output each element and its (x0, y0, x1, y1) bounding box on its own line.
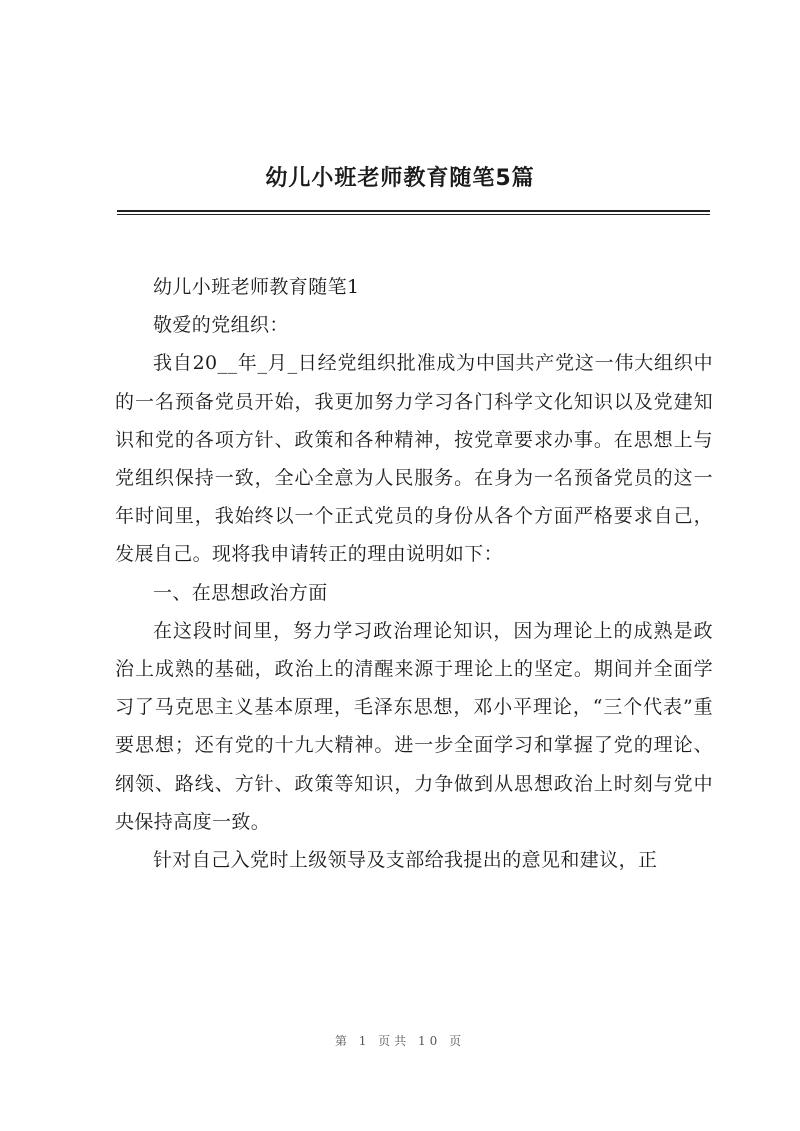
document-body (115, 268, 713, 879)
salutation: 敬爱的党组织： (153, 314, 289, 337)
paragraph: 我自20__年_月_日经党组织批准成为中国共产党这一伟大组织中的一名预备党员开始，我更加努力学习各门科学文化知识以及党建知识和党的各项方针、政策和各种精神，按党章要求办事。在思想上与党组织保持一致，全心全意为人民服务。在身为一名预备党员的这一年时间里，我始终以一个正式党员的身份从各个方面严格要求自己，发展自己。现将我申请转正的理由说明如下： (115, 352, 713, 566)
section-heading: 幼儿小班老师教育随笔1 (153, 276, 360, 298)
page-footer: 第 1 页共 10 页 (334, 1034, 466, 1048)
paragraph: 针对自己入党时上级领导及支部给我提出的意见和建议，正 (153, 849, 658, 872)
title-rule-thick (117, 210, 710, 212)
paragraph: 在这段时间里，努力学习政治理论知识，因为理论上的成熟是政治上成熟的基础，政治上的清醒来源于理论上的坚定。期间并全面学习了马克思主义基本原理，毛泽东思想，邓小平理论，“三个代表”重要思想；还有党的十九大精神。进一步全面学习和掌握了党的理论、纲领、路线、方针、政策等知识，力争做到从思想政治上时刻与党中央保持高度一致。 (115, 619, 713, 833)
subheading: 一、在思想政治方面 (153, 581, 328, 604)
document-title: 幼儿小班老师教育随笔5篇 (265, 166, 535, 191)
title-rule-thin (117, 214, 710, 215)
